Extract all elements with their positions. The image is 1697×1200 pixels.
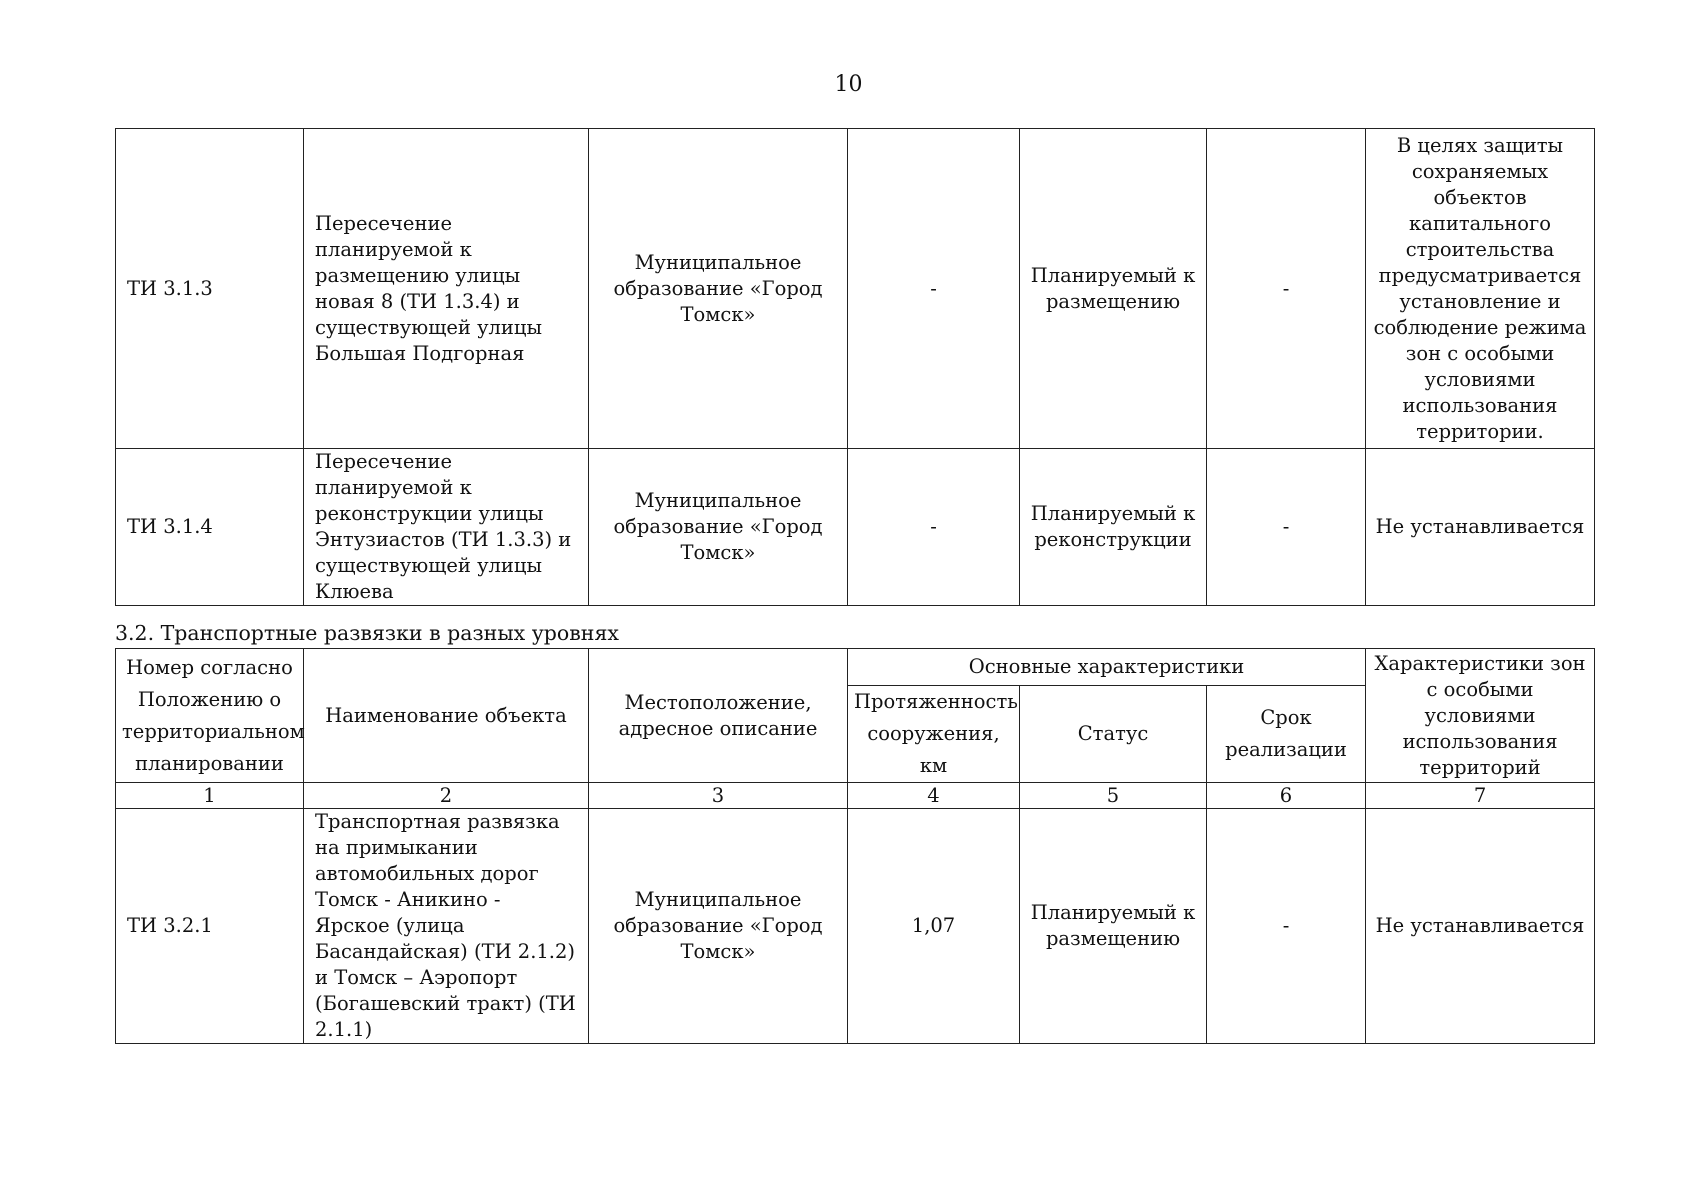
object-name-cell: Пересечение планируемой к реконструкции улицы Энтузиастов (ТИ 1.3.3) и существующей улицы Клюева xyxy=(304,449,589,606)
object-status-cell: Планируемый к размещению xyxy=(1020,809,1207,1044)
table-row xyxy=(116,809,1595,1044)
table-row xyxy=(116,129,1595,449)
header-term: Срок реализации xyxy=(1207,686,1366,783)
column-number: 3 xyxy=(589,783,848,809)
column-number: 6 xyxy=(1207,783,1366,809)
object-term-cell: - xyxy=(1207,809,1366,1044)
object-zones-cell: Не устанавливается xyxy=(1366,809,1595,1044)
header-number: Номер согласно Положению о территориальном планировании xyxy=(116,649,304,783)
object-length-cell: - xyxy=(848,449,1020,606)
object-location-cell: Муниципальное образование «Город Томск» xyxy=(589,809,848,1044)
object-name-cell: Пересечение планируемой к размещению улицы новая 8 (ТИ 1.3.4) и существующей улицы Большая Подгорная xyxy=(304,129,589,449)
header-location: Местоположение, адресное описание xyxy=(589,649,848,783)
column-number: 1 xyxy=(116,783,304,809)
object-number-cell: ТИ 3.1.4 xyxy=(116,449,304,606)
interchanges-table xyxy=(115,648,1595,1044)
table-row xyxy=(116,449,1595,606)
object-zones-cell: В целях защиты сохраняемых объектов капитального строительства предусматривается установление и соблюдение режима зон с особыми условиями использования территории. xyxy=(1366,129,1595,449)
page-number: 10 xyxy=(834,72,863,97)
header-main-characteristics: Основные характеристики xyxy=(848,649,1366,686)
column-number: 5 xyxy=(1020,783,1207,809)
object-name-cell: Транспортная развязка на примыкании автомобильных дорог Томск - Аникино - Ярское (улица Басандайская) (ТИ 2.1.2) и Томск – Аэропорт (Богашевский тракт) (ТИ 2.1.1) xyxy=(304,809,589,1044)
continued-objects-table xyxy=(115,128,1595,606)
header-name: Наименование объекта xyxy=(304,649,589,783)
table-header-row xyxy=(116,649,1595,686)
object-location-cell: Муниципальное образование «Город Томск» xyxy=(589,129,848,449)
header-zones: Характеристики зон с особыми условиями использования территорий xyxy=(1366,649,1595,783)
object-number-cell: ТИ 3.2.1 xyxy=(116,809,304,1044)
object-number-cell: ТИ 3.1.3 xyxy=(116,129,304,449)
header-status: Статус xyxy=(1020,686,1207,783)
column-number: 2 xyxy=(304,783,589,809)
object-length-cell: 1,07 xyxy=(848,809,1020,1044)
object-status-cell: Планируемый к размещению xyxy=(1020,129,1207,449)
column-number: 7 xyxy=(1366,783,1595,809)
column-numbers-row xyxy=(116,783,1595,809)
object-length-cell: - xyxy=(848,129,1020,449)
object-term-cell: - xyxy=(1207,129,1366,449)
object-term-cell: - xyxy=(1207,449,1366,606)
section-heading: 3.2. Транспортные развязки в разных уровнях xyxy=(115,621,619,645)
header-length: Протяженность сооружения, км xyxy=(848,686,1020,783)
object-location-cell: Муниципальное образование «Город Томск» xyxy=(589,449,848,606)
object-zones-cell: Не устанавливается xyxy=(1366,449,1595,606)
object-status-cell: Планируемый к реконструкции xyxy=(1020,449,1207,606)
column-number: 4 xyxy=(848,783,1020,809)
